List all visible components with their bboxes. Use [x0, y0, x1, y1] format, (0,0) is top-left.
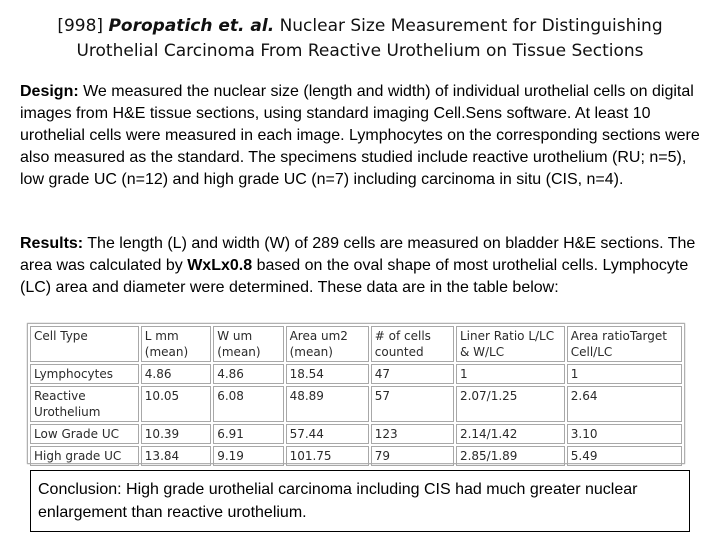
design-paragraph — [20, 81, 700, 191]
table-row — [30, 424, 682, 444]
title-text: Nuclear Size Measurement for Distinguishing — [279, 16, 663, 36]
table-cell: 6.91 — [213, 424, 283, 444]
table-header-row — [30, 326, 682, 362]
table-cell: 101.75 — [286, 446, 369, 466]
table-cell: 9.19 — [213, 446, 283, 466]
conclusion-text: Conclusion: High grade urothelial carcinoma including CIS had much greater nuclear enlargement than reactive urothelium. — [38, 481, 638, 521]
design-label: Design: — [20, 83, 79, 100]
table-cell: 10.05 — [141, 386, 211, 422]
table-cell: 1 — [567, 364, 682, 384]
table-cell: 4.86 — [213, 364, 283, 384]
abstract-number: [998] — [57, 16, 104, 36]
table-cell: 123 — [371, 424, 454, 444]
design-text: We measured the nuclear size (length and width) of individual urothelial cells on digital images from H&E tissue sections, using standard imaging Cell.Sens software. At least 10 urothelial cells were measured in each image. Lymphocytes on the corresponding sections were also measured as the standard. The specimens studied include reactive urothelium (RU; n=5), low grade UC (n=12) and high grade UC (n=7) including carcinoma in situ (CIS, n=4). — [20, 83, 700, 188]
table-cell: 2.14/1.42 — [456, 424, 565, 444]
table-cell: 57.44 — [286, 424, 369, 444]
results-label: Results: — [20, 235, 84, 252]
header-cell: L mm (mean) — [141, 326, 211, 362]
table-cell: 2.85/1.89 — [456, 446, 565, 466]
table-cell: 57 — [371, 386, 454, 422]
results-text-before: The length (L) and width (W) of 289 cells are measured on bladder H&E sections. The area was calculated by — [20, 235, 696, 274]
header-cell: Liner Ratio L/LC & W/LC — [456, 326, 565, 362]
header-cell: Cell Type — [30, 326, 139, 362]
table-cell: 5.49 — [567, 446, 682, 466]
table-cell: 4.86 — [141, 364, 211, 384]
results-formula: WxLx0.8 — [187, 257, 253, 274]
table-cell: 2.64 — [567, 386, 682, 422]
table-cell: Reactive Urothelium — [30, 386, 139, 422]
results-paragraph — [20, 233, 700, 299]
table-cell: 48.89 — [286, 386, 369, 422]
table-row — [30, 446, 682, 466]
table-cell: 1 — [456, 364, 565, 384]
table-cell: 79 — [371, 446, 454, 466]
header-cell: Area um2 (mean) — [286, 326, 369, 362]
data-table-image — [27, 323, 685, 464]
table-row — [30, 386, 682, 422]
title-line-1 — [0, 14, 720, 39]
authors: Poropatich et. al. — [108, 16, 275, 36]
table-cell: 6.08 — [213, 386, 283, 422]
header-cell: W um (mean) — [213, 326, 283, 362]
conclusion-box — [30, 470, 690, 532]
table-cell: 2.07/1.25 — [456, 386, 565, 422]
page-title — [0, 14, 720, 64]
table-cell: 10.39 — [141, 424, 211, 444]
table-cell: 47 — [371, 364, 454, 384]
table-row — [30, 364, 682, 384]
table-cell: Lymphocytes — [30, 364, 139, 384]
results-text-after: based on the oval shape of most urothelial cells. Lymphocyte (LC) area and diameter were determined. These data are in the table below: — [20, 257, 689, 296]
table-cell: High grade UC — [30, 446, 139, 466]
table-cell: 18.54 — [286, 364, 369, 384]
table-cell: 13.84 — [141, 446, 211, 466]
header-cell: Area ratioTarget Cell/LC — [567, 326, 682, 362]
table-cell: Low Grade UC — [30, 424, 139, 444]
header-cell: # of cells counted — [371, 326, 454, 362]
data-table — [28, 324, 684, 468]
table-cell: 3.10 — [567, 424, 682, 444]
title-line-2: Urothelial Carcinoma From Reactive Urothelium on Tissue Sections — [76, 41, 644, 61]
